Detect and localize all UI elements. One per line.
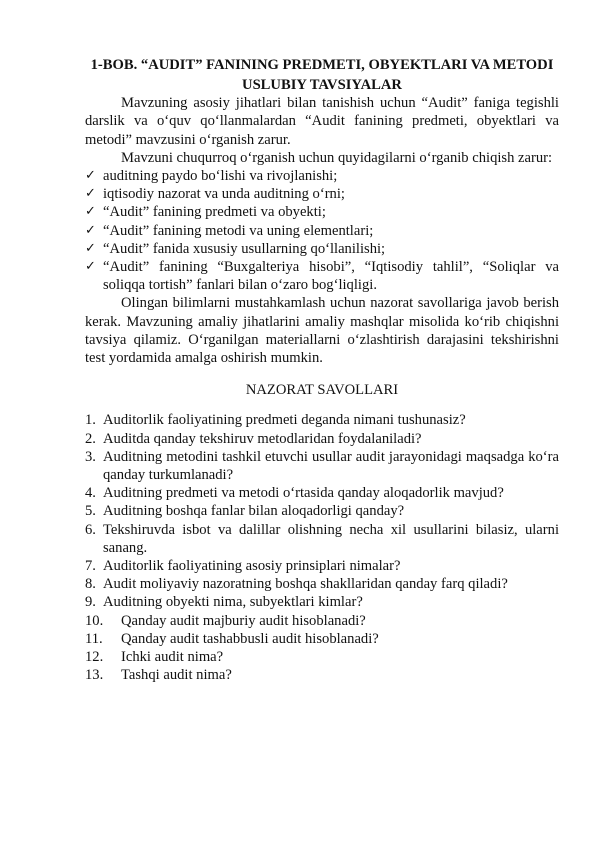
question-item: 5. Auditning boshqa fanlar bilan aloqadorligi qanday? — [85, 503, 405, 520]
chapter-title: 1-BOB. “AUDIT” FANINING PREDMETI, OBYEKTLARI VA METODI — [90, 57, 554, 73]
section-subtitle: USLUBIY TAVSIYALAR — [242, 77, 402, 93]
study-checklist — [85, 167, 559, 294]
question-item: 1. Auditorlik faoliyatining predmeti deganda nimani tushunasiz? — [85, 412, 466, 429]
check-icon: ✓ — [85, 222, 96, 238]
question-item: 12. Ichki audit nima? — [85, 649, 224, 666]
question-item: 9. Auditning obyekti nima, subyektlari kimlar? — [85, 594, 363, 611]
checklist-item: ✓ iqtisodiy nazorat va unda auditning o‘rni; — [85, 186, 345, 203]
question-item: 11. Qanday audit tashabbusli audit hisoblanadi? — [85, 630, 379, 647]
intro-paragraph: Mavzuning asosiy jihatlari bilan tanishish uchun “Audit” faniga tegishli darslik va o‘quv qo‘llanmalardan “Audit fanining predmeti, obyektlari va metodi” mavzusini o‘rganish zarur. — [85, 95, 559, 148]
question-item: 2. Auditda qanday tekshiruv metodlaridan foydalaniladi? — [85, 430, 422, 447]
checklist-item: ✓ auditning paydo bo‘lishi va rivojlanishi; — [85, 168, 338, 185]
checklist-item: ✓ “Audit” fanining predmeti va obyekti; — [85, 204, 326, 221]
question-item: 8. Audit moliyaviy nazoratning boshqa shakllaridan qanday farq qiladi? — [85, 576, 508, 593]
checklist-item: ✓ “Audit” fanining metodi va uning elementlari; — [85, 222, 374, 239]
checklist-item: ✓ “Audit” fanida xususiy usullarning qo‘llanilishi; — [85, 240, 386, 257]
questions-heading: NAZORAT SAVOLLARI — [245, 382, 399, 399]
question-item: 7. Auditorlik faoliyatining asosiy prinsiplari nimalar? — [85, 558, 401, 575]
document-page — [85, 56, 559, 685]
question-item: 10. Qanday audit majburiy audit hisoblanadi? — [85, 612, 366, 629]
check-icon: ✓ — [85, 168, 96, 184]
questions-list — [85, 411, 559, 684]
closing-paragraph: Olingan bilimlarni mustahkamlash uchun nazorat savollariga javob berish kerak. Mavzuning amaliy jihatlarini amaliy mashqlar misolida ko‘rib chiqishni tavsiya qilamiz. O‘rganilgan materiallarni o‘zlashtirish darajasini tekshirishni test yordamida amalga oshirish mumkin. — [85, 295, 559, 367]
check-icon: ✓ — [85, 259, 96, 275]
checklist-item: ✓ “Audit” fanining “Buxgalteriya hisobi”, “Iqtisodiy tahlil”, “Soliqlar va soliqqa tortish” fanlari bilan o‘zaro bog‘liqligi. — [85, 259, 559, 294]
check-icon: ✓ — [85, 240, 96, 256]
check-icon: ✓ — [85, 186, 96, 202]
question-item: 3. Auditning metodini tashkil etuvchi usullar audit jarayonidagi maqsadga ko‘ra qanday turkumlanadi? — [85, 448, 559, 484]
check-icon: ✓ — [85, 204, 96, 220]
question-item: 13. Tashqi audit nima? — [85, 667, 232, 684]
question-item: 4. Auditning predmeti va metodi o‘rtasida qanday aloqadorlik mavjud? — [85, 485, 504, 502]
study-paragraph: Mavzuni chuqurroq o‘rganish uchun quyidagilarni o‘rganib chiqish zarur: — [121, 149, 553, 166]
question-item: 6. Tekshiruvda isbot va dalillar olishning necha xil usullarini bilasiz, ularni sanang. — [85, 521, 559, 556]
